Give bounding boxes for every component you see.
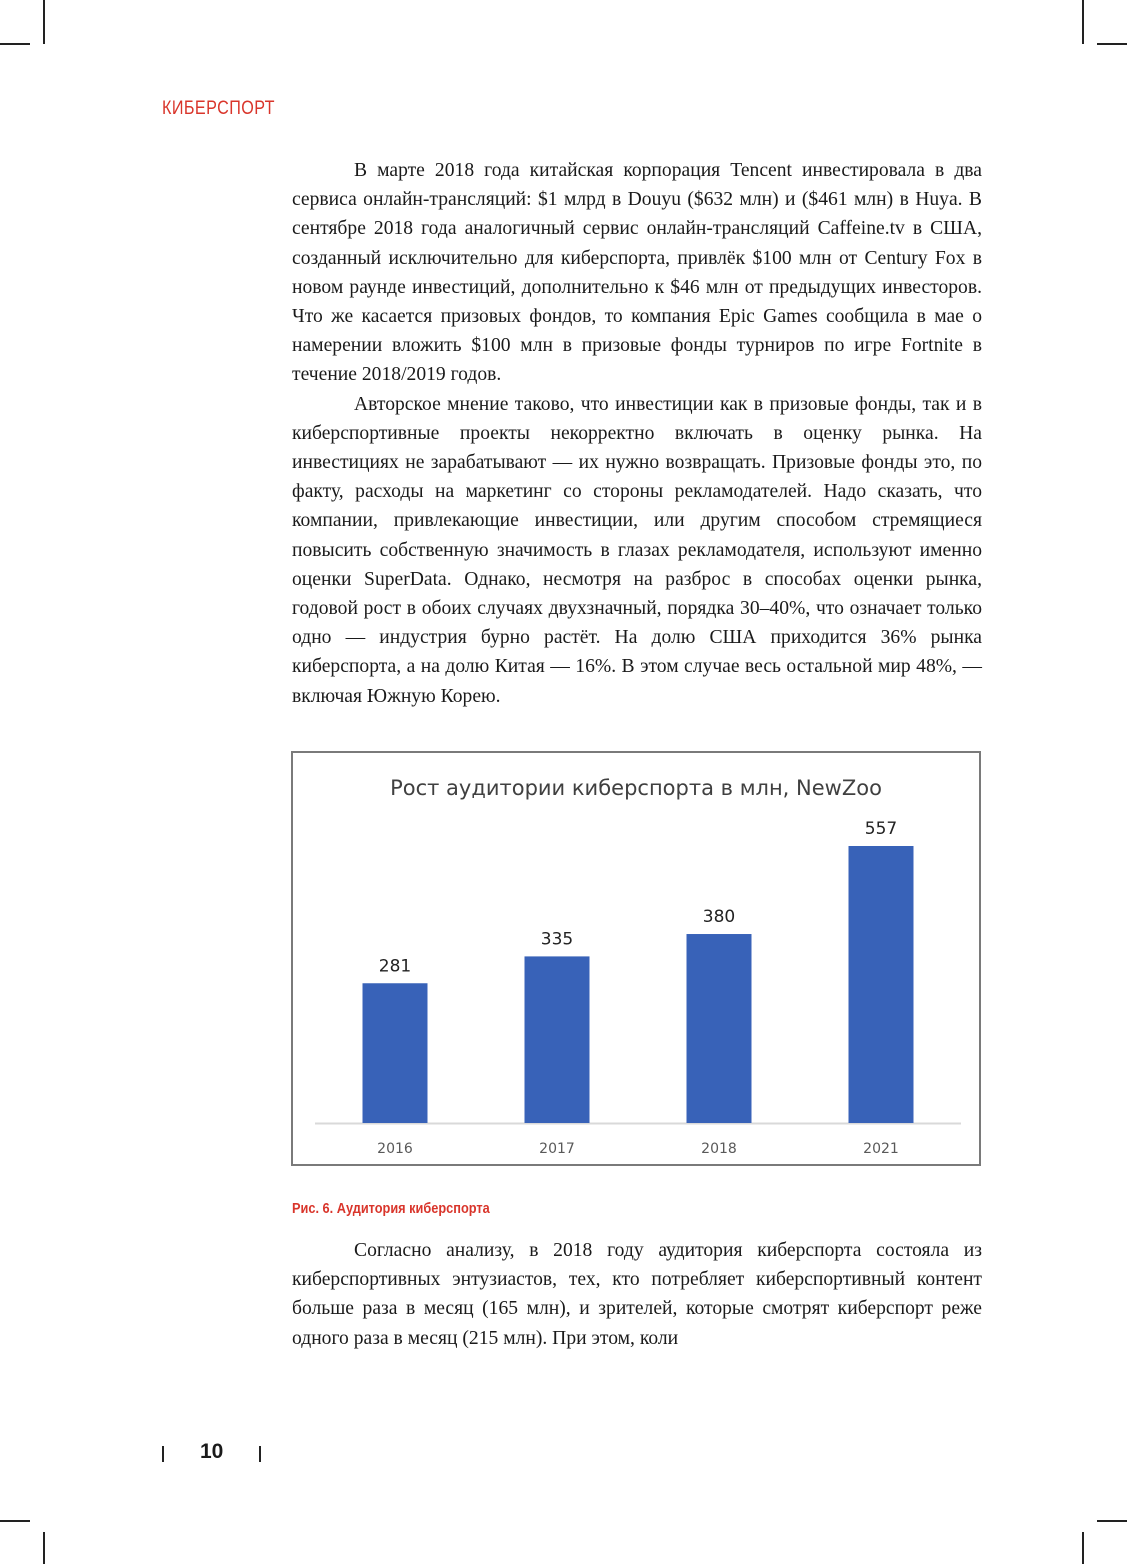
crop-mark xyxy=(1082,0,1084,44)
x-tick-label-2021: 2021 xyxy=(863,1141,899,1157)
crop-mark xyxy=(1082,1532,1084,1564)
bar-chart xyxy=(293,753,979,1164)
folio-rule-left xyxy=(162,1446,164,1462)
crop-mark xyxy=(1097,43,1127,45)
data-label-2017: 335 xyxy=(540,929,574,950)
x-tick-label-2016: 2016 xyxy=(377,1141,413,1157)
figure-caption: Рис. 6. Аудитория киберспорта xyxy=(292,1201,490,1217)
running-head: КИБЕРСПОРТ xyxy=(162,98,275,119)
folio-rule-right xyxy=(259,1446,261,1462)
paragraph: Авторское мнение таково, что инвестиции как в призовые фонды, так и в киберспортивные проекты некорректно включать в оценку рынка. На инвестициях не зарабатывают — их нужно возвращать. Призовые фонды это, по факту, расходы на маркетинг со стороны рекламодателей. Надо сказать, что компании, привлекающие инвестиции, или другим способом стремящиеся повысить собственную значимость в глазах рекламодателя, используют именно оценки SuperData. Однако, несмотря на разброс в способах оценки рынка, годовой рост в обоих случаях двухзначный, порядка 30–40%, что означает только одно — индустрия бурно растёт. На долю США приходится 36% рынка киберспорта, а на долю Китая — 16%. В этом случае весь остальной мир 48%, — включая Южную Корею. xyxy=(292,393,982,707)
crop-mark xyxy=(1097,1520,1127,1522)
paragraph: Согласно анализу, в 2018 году аудитория киберспорта состояла из киберспортивных энтузиастов, тех, кто потребляет киберспортивный контент больше раза в месяц (165 млн), и зрителей, которые смотрят киберспорт реже одного раза в месяц (215 млн). При этом, коли xyxy=(292,1240,982,1349)
bar-2017 xyxy=(525,956,590,1123)
body-text-top xyxy=(292,156,982,711)
data-label-2016: 281 xyxy=(378,956,412,977)
data-label-2018: 380 xyxy=(702,907,736,928)
x-tick-label-2018: 2018 xyxy=(701,1141,737,1157)
crop-mark xyxy=(0,1520,30,1522)
crop-mark xyxy=(43,0,45,44)
page-number: 10 xyxy=(200,1440,224,1463)
bar-2021 xyxy=(849,846,914,1123)
crop-mark xyxy=(43,1532,45,1564)
bar-2016 xyxy=(363,983,428,1123)
figure-chart xyxy=(291,751,981,1166)
crop-mark xyxy=(0,43,30,45)
body-text-bottom xyxy=(292,1236,982,1353)
x-tick-label-2017: 2017 xyxy=(539,1141,575,1157)
chart-title: Рост аудитории киберспорта в млн, NewZoo xyxy=(390,776,882,800)
bar-2018 xyxy=(687,934,752,1123)
paragraph: В марте 2018 года китайская корпорация Tencent инвестировала в два сервиса онлайн-трансляций: $1 млрд в Douyu ($632 млн) и ($461 млн) в Huya. В сентябре 2018 года аналогичный сервис онлайн-трансляций Caffeine.tv в США, созданный исключительно для киберспорта, привлёк $100 млн от Century Fox в новом раунде инвестиций, дополнительно к $46 млн от предыдущих инвесторов. Что же касается призовых фондов, то компания Epic Games сообщила в мае о намерении вложить $100 млн в призовые фонды турниров по игре Fortnite в течение 2018/2019 годов. xyxy=(292,160,982,386)
data-label-2021: 557 xyxy=(864,819,898,839)
